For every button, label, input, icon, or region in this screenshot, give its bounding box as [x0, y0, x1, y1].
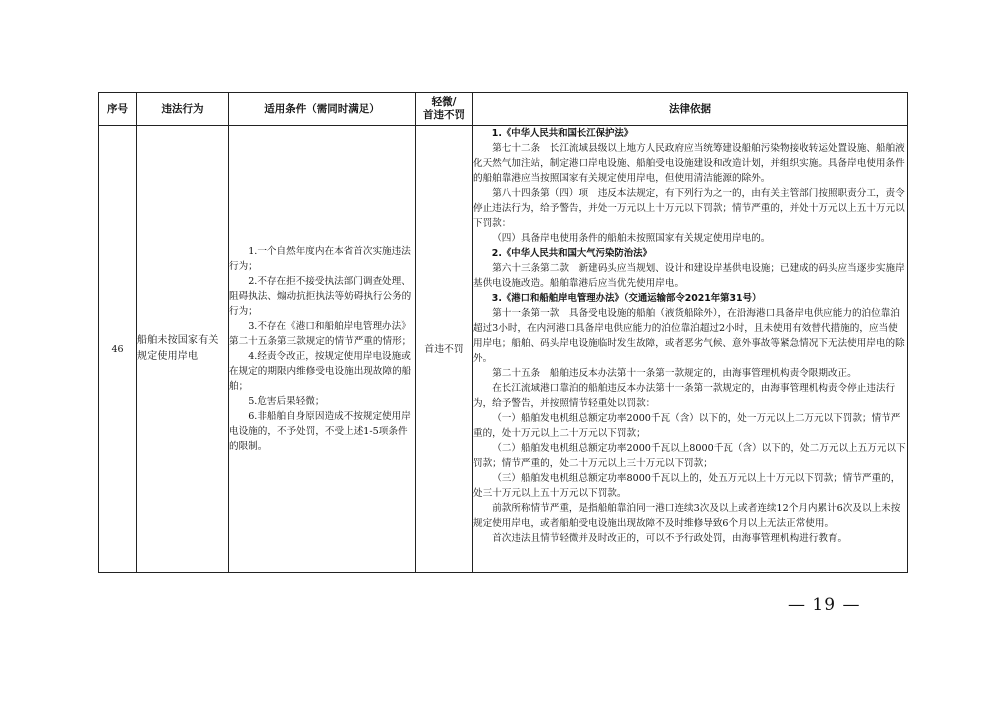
condition-item: 1.一个自然年度内在本省首次实施违法行为；	[229, 246, 411, 272]
table-row	[99, 126, 908, 573]
law-paragraph: 第八十四条第（四）项 违反本法规定，有下列行为之一的，由有关主管部门按照职责分工，责令停止违法行为，给予警告，并处一万元以上十万元以下罚款；情节严重的，并处十万元以上五十万元以下罚款：	[473, 188, 905, 229]
row-violation: 船舶未按国家有关规定使用岸电	[137, 126, 229, 573]
condition-item: 4.经责令改正，按规定使用岸电设施或在规定的期限内维修受电设施出现故障的船舶；	[229, 351, 412, 392]
table-header-row	[99, 93, 908, 126]
header-penalty-line2: 首违不罚	[423, 109, 465, 121]
condition-item: 5.危害后果轻微；	[248, 396, 325, 407]
law-paragraph: 第二十五条 船舶违反本办法第十一条第一款规定的，由海事管理机构责令限期改正。	[492, 368, 857, 379]
law-paragraph: （四）具备岸电使用条件的船舶未按照国家有关规定使用岸电的。	[492, 233, 771, 244]
law-title: 1.《中华人民共和国长江保护法》	[491, 128, 634, 139]
header-violation: 违法行为	[137, 93, 229, 126]
law-paragraph: （三）船舶发电机组总额定功率8000千瓦以上的，处五万元以上十万元以下罚款；情节严重的，处三十万元以上五十万元以下罚款。	[473, 473, 901, 499]
law-paragraph: 前款所称情节严重，是指船舶靠泊同一港口连续3次及以上或者连续12个月内累计6次及以上未按规定使用岸电，或者船舶受电设施出现故障不及时维修导致6个月以上无法正常使用。	[473, 503, 901, 529]
row-penalty: 首违不罚	[416, 126, 473, 573]
condition-item: 3.不存在《港口和船舶岸电管理办法》第二十五条第三款规定的情节严重的情形；	[229, 321, 412, 347]
law-paragraph: 首次违法且情节轻微并及时改正的，可以不予行政处罚，由海事管理机构进行教育。	[492, 533, 848, 544]
condition-item: 6.非船舶自身原因造成不按规定使用岸电设施的，不予处罚，不受上述1-5项条件的限制。	[229, 411, 411, 452]
law-paragraph: （二）船舶发电机组总额定功率2000千瓦以上8000千瓦（含）以下的，处二万元以上五万元以下罚款；情节严重的，处二十万元以上三十万元以下罚款；	[473, 443, 906, 469]
law-paragraph: 在长江流域港口靠泊的船舶违反本办法第十一条第一款规定的，由海事管理机构责令停止违法行为，给予警告，并按照情节轻重处以罚款：	[473, 383, 896, 409]
law-paragraph: 第七十二条 长江流域县级以上地方人民政府应当统筹建设船舶污染物接收转运处置设施、船舶液化天然气加注站，制定港口岸电设施、船舶受电设施建设和改造计划，并组织实施。具备岸电使用条件的船舶靠港应当按照国家有关规定使用岸电，但使用清洁能源的除外。	[473, 143, 905, 184]
header-seq: 序号	[99, 93, 137, 126]
page-number: — 19 —	[788, 595, 861, 615]
header-conditions: 适用条件（需同时满足）	[229, 93, 416, 126]
header-law: 法律依据	[473, 93, 908, 126]
regulation-table	[98, 92, 908, 573]
law-paragraph: 第六十三条第二款 新建码头应当规划、设计和建设岸基供电设施；已建成的码头应当逐步实施岸基供电设施改造。船舶靠港后应当优先使用岸电。	[473, 263, 905, 289]
header-penalty-line1: 轻微/	[431, 96, 457, 108]
header-penalty	[416, 93, 473, 126]
law-paragraph: 第十一条第一款 具备受电设施的船舶（液货船除外），在沿海港口具备岸电供应能力的泊位靠泊超过3小时，在内河港口具备岸电供应能力的泊位靠泊超过2小时，且未使用有效替代措施的，应当使用岸电；船舶、码头岸电设施临时发生故障，或者恶劣气候、意外事故等紧急情况下无法使用岸电的除外。	[473, 308, 905, 364]
row-seq: 46	[99, 126, 137, 573]
row-conditions	[229, 126, 416, 573]
condition-item: 2.不存在拒不接受执法部门调查处理、阻碍执法、煽动抗拒执法等妨碍执行公务的行为；	[229, 276, 412, 317]
row-law	[473, 126, 908, 573]
law-paragraph: （一）船舶发电机组总额定功率2000千瓦（含）以下的，处一万元以上二万元以下罚款；情节严重的，处十万元以上二十万元以下罚款；	[473, 413, 901, 439]
law-title: 2.《中华人民共和国大气污染防治法》	[491, 248, 652, 259]
law-title: 3.《港口和船舶岸电管理办法》（交通运输部令2021年第31号）	[491, 293, 762, 304]
